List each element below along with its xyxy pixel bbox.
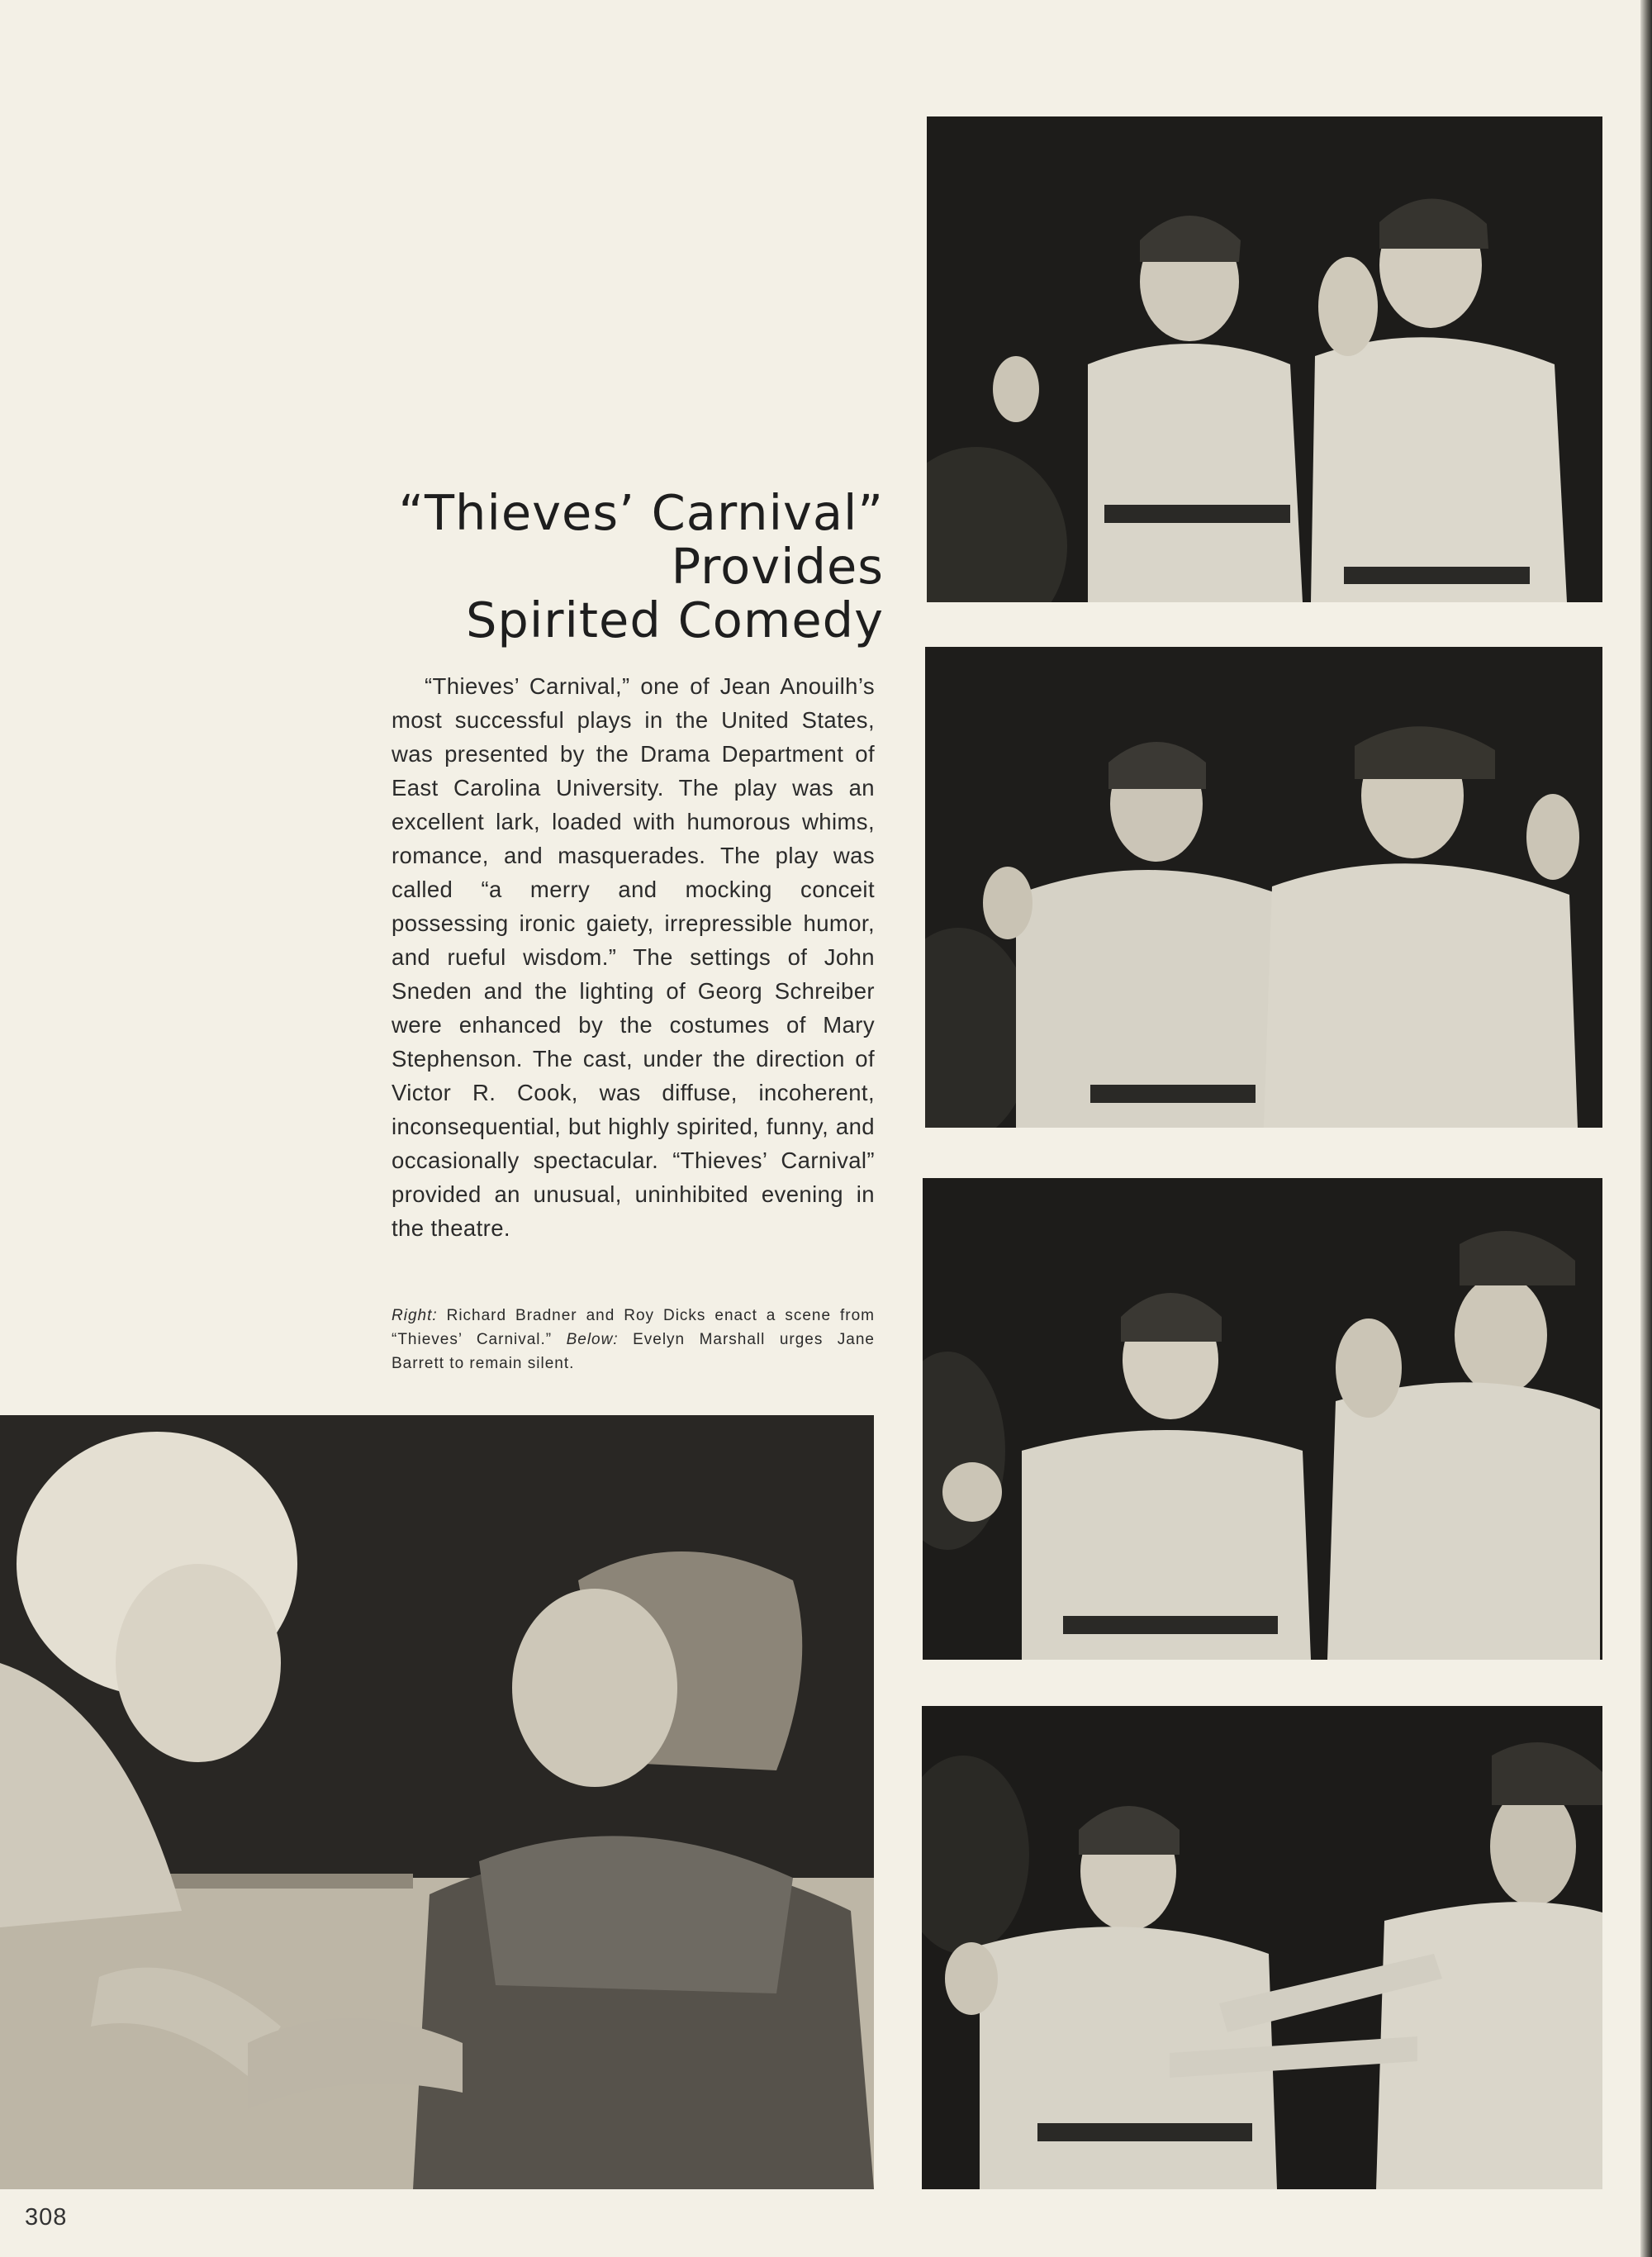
caption-right-text: Richard Bradner and Roy Dicks enact a scene from “Thieves’ Carnival.” <box>392 1307 875 1348</box>
caption-right-label: Right: <box>392 1307 438 1324</box>
caption-below-text: Evelyn Marshall urges Jane Barrett to remain silent. <box>392 1331 876 1372</box>
article-title <box>330 486 884 647</box>
stage-photo-4 <box>922 1706 1602 2189</box>
title-line-3: Spirited Comedy <box>465 592 884 649</box>
page-number: 308 <box>25 2204 68 2231</box>
caption-below-label: Below: <box>566 1331 619 1348</box>
stage-photo-2 <box>925 647 1602 1128</box>
stage-photo-1 <box>927 116 1602 602</box>
title-line-2: Provides <box>671 538 884 595</box>
photo-caption <box>392 1304 875 1376</box>
title-line-1: “Thieves’ Carnival” <box>398 484 884 541</box>
page-edge <box>1640 0 1652 2257</box>
stage-photo-3 <box>923 1178 1602 1660</box>
article-body: “Thieves’ Carnival,” one of Jean Anouilh’s most successful plays in the United States, was presented by the Drama Department of East Carolina University. The play was an excellent lark, loaded with humorous whims, romance, and masquerades. The play was called “a merry and mocking conceit possessing ironic gaiety, irrepressible humor, and rueful wisdom.” The settings of John Sneden and the lighting of Georg Schreiber were enhanced by the costumes of Mary Stephenson. The cast, under the direction of Victor R. Cook, was diffuse, incoherent, inconsequential, but highly spirited, funny, and occasionally spectacular. “Thieves’ Carnival” provided an unusual, uninhibited evening in the theatre. <box>392 673 875 1241</box>
stage-photo-large <box>0 1415 874 2189</box>
